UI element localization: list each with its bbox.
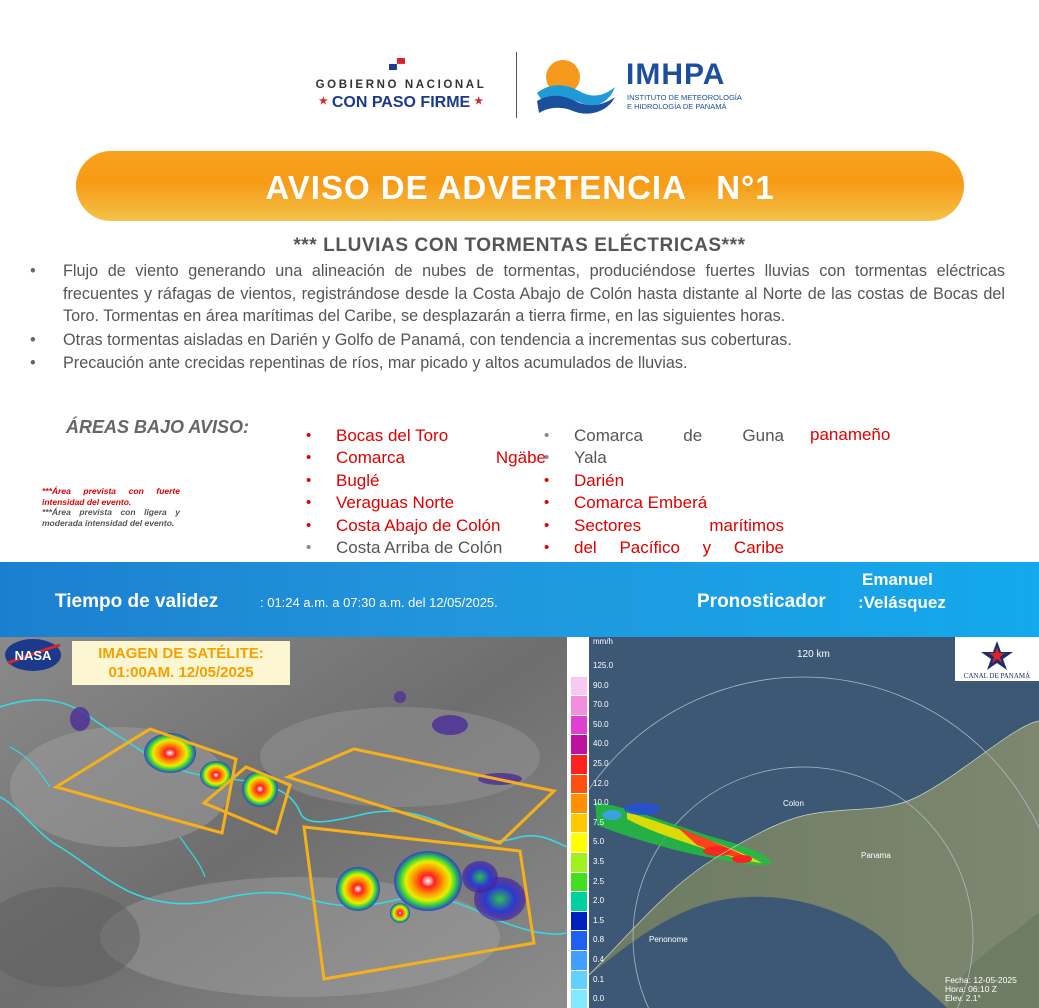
legend-value: 12.0 xyxy=(593,778,609,788)
legend-swatch xyxy=(571,814,587,833)
star-icon: ★ xyxy=(318,96,328,107)
area-item-cont: • Buglé xyxy=(306,470,546,492)
nasa-logo-icon xyxy=(0,637,66,673)
satellite-label-title: IMAGEN DE SATÉLITE: xyxy=(98,645,264,662)
imhpa-logo-icon xyxy=(535,57,619,115)
legend-swatch xyxy=(571,971,587,990)
nasa-logo-text: NASA xyxy=(14,648,52,663)
satellite-map xyxy=(0,637,567,1008)
star-icon: ★ xyxy=(474,96,484,107)
legend-swatch xyxy=(571,951,587,970)
areas-column-1 xyxy=(306,425,546,559)
legend-value: 0.0 xyxy=(593,994,605,1004)
area-item: • Darién xyxy=(544,470,784,492)
org-name: IMHPA xyxy=(626,58,726,91)
legend-swatch xyxy=(571,931,587,950)
bullet-item: • Otras tormentas aisladas en Darién y Golfo de Panamá, con tendencia a incrementas sus coberturas. xyxy=(30,329,1005,352)
legend-value: 2.5 xyxy=(593,876,605,886)
legend-value: 25.0 xyxy=(593,759,609,768)
area-item: • Bocas del Toro xyxy=(306,425,546,447)
city-label: Panama xyxy=(861,851,891,860)
areas-label: ÁREAS BAJO AVISO: xyxy=(66,417,250,437)
forecaster-last-name: :Velásquez xyxy=(858,593,946,612)
legend-swatch xyxy=(571,990,587,1008)
gobierno-logo xyxy=(296,56,506,118)
city-label: Penonome xyxy=(649,935,688,944)
page-title: AVISO DE ADVERTENCIA N°1 xyxy=(265,169,775,206)
legend-swatch xyxy=(571,853,587,872)
legend-value: 40.0 xyxy=(593,739,609,749)
legend-value: 10.0 xyxy=(593,798,609,808)
legend-value: 90.0 xyxy=(593,680,609,690)
area-item-cont: • Yala xyxy=(544,447,784,469)
panama-flag-icon xyxy=(389,58,405,70)
bullet-item: • Flujo de viento generando una alineación de nubes de tormentas, produciéndose fuertes lluvias con tormentas eléctricas frecuentes y ráfagas de vientos, registrándose desde la Costa Abajo de Colón hasta distante al Norte de las costas de Bocas del Toro. Tormentas en área marítimas del Caribe, se desplazarán a tierra firme, en las siguientes horas. xyxy=(30,260,1005,328)
note-moderate: ***Área prevista con ligera y moderada intensidad del evento. xyxy=(42,507,180,528)
radar-image xyxy=(567,637,1039,1008)
validity-text: : 01:24 a.m. a 07:30 a.m. del 12/05/2025. xyxy=(260,595,498,610)
gobierno-slogan-row xyxy=(296,94,506,112)
area-item-cont: • del Pacífico y Caribe xyxy=(544,537,784,559)
legend-value: 1.5 xyxy=(593,915,605,925)
gobierno-slogan: CON PASO FIRME xyxy=(331,94,471,111)
legend-value: 7.5 xyxy=(593,817,605,827)
legend-value: 5.0 xyxy=(593,837,605,847)
bullet-item: • Precaución ante crecidas repentinas de ríos, mar picado y altos acumulados de lluvias. xyxy=(30,352,1005,375)
radar-legend-unit: mm/h xyxy=(593,637,613,646)
canal-logo-text: CANAL DE PANAMÁ xyxy=(963,672,1031,680)
area-item: • Costa Abajo de Colón xyxy=(306,515,546,537)
title-banner xyxy=(76,151,964,221)
area-item: • Comarca Ngäbe xyxy=(306,447,546,469)
legend-value: 125.0 xyxy=(593,661,614,670)
area-item: • Veraguas Norte xyxy=(306,492,546,514)
legend-swatch xyxy=(571,873,587,892)
validity-bar xyxy=(0,562,1039,637)
logo-divider xyxy=(516,52,517,118)
area-item: • Comarca Emberá xyxy=(544,492,784,514)
legend-swatch xyxy=(571,755,587,774)
area-item: • Costa Arriba de Colón xyxy=(306,537,546,559)
legend-value: 0.4 xyxy=(593,955,605,964)
legend-value: 70.0 xyxy=(593,700,609,710)
gobierno-title: GOBIERNO NACIONAL xyxy=(315,79,487,91)
legend-value: 0.1 xyxy=(593,974,605,984)
legend-swatch xyxy=(571,833,587,852)
legend-value: 50.0 xyxy=(593,719,609,729)
legend-swatch xyxy=(571,892,587,911)
warning-bullets xyxy=(30,260,1005,376)
satellite-label-time: 01:00AM. 12/05/2025 xyxy=(108,664,254,681)
legend-swatch xyxy=(571,912,587,931)
forecaster-label: Pronosticador xyxy=(697,591,826,612)
legend-value: 3.5 xyxy=(593,857,605,866)
radar-range-label: 120 km xyxy=(797,649,830,660)
legend-swatch xyxy=(571,794,587,813)
legend-value: 0.8 xyxy=(593,935,605,945)
legend-swatch xyxy=(571,735,587,754)
legend-swatch xyxy=(571,696,587,715)
note-high: ***Área prevista con fuerte intensidad del evento. xyxy=(42,486,180,507)
legend-swatch xyxy=(571,657,587,676)
validity-label: Tiempo de validez xyxy=(55,591,219,612)
radar-timestamp: Fecha: 12-05-2025 Hora: 06:10 Z Elev. 2.1° xyxy=(945,975,1017,1003)
area-item-extra: panameño xyxy=(810,425,891,444)
forecaster-first-name: Emanuel xyxy=(862,570,933,589)
city-label: Colon xyxy=(783,799,804,808)
radar-map xyxy=(567,637,1039,1008)
intensity-note xyxy=(42,486,180,528)
org-fullname: INSTITUTO DE METEOROLOGÍA E HIDROLOGÍA DE PANAMÁ xyxy=(627,93,742,111)
satellite-label xyxy=(72,641,290,685)
satellite-image xyxy=(0,637,567,1008)
area-item: • Sectores marítimos xyxy=(544,515,784,537)
legend-swatch xyxy=(571,677,587,696)
legend-swatch xyxy=(571,775,587,794)
legend-value: 2.0 xyxy=(593,896,605,906)
area-item: • Comarca de Guna xyxy=(544,425,784,447)
areas-column-2 xyxy=(544,425,784,559)
canal-star-icon xyxy=(955,637,1039,673)
legend-swatch xyxy=(571,716,587,735)
warning-subtitle: *** LLUVIAS CON TORMENTAS ELÉCTRICAS*** xyxy=(293,235,746,256)
